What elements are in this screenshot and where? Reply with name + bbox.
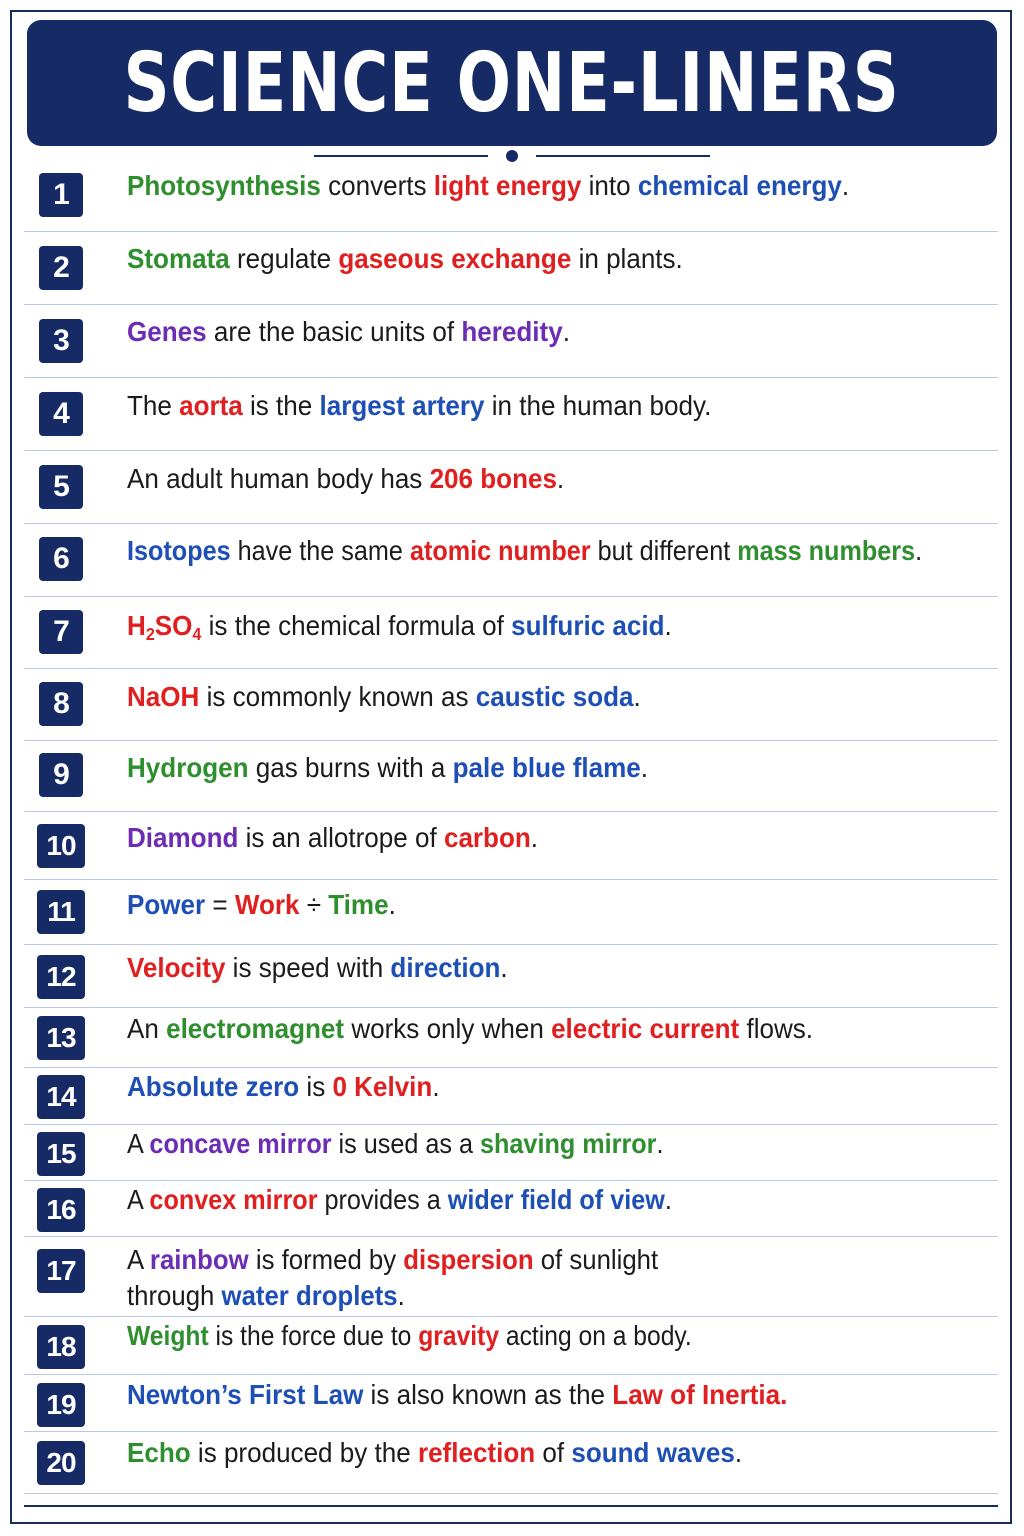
highlighted-term: reflection xyxy=(417,1437,536,1468)
item-text xyxy=(127,952,937,984)
highlighted-term: concave mirror xyxy=(149,1128,332,1159)
list-item xyxy=(24,1181,998,1237)
plain-text: . xyxy=(432,1071,440,1102)
item-number-badge: 1 xyxy=(39,173,83,217)
highlighted-term: Absolute zero xyxy=(127,1071,300,1102)
item-text xyxy=(127,1242,928,1314)
plain-text: . xyxy=(640,752,649,783)
list-item xyxy=(24,945,998,1008)
list-item xyxy=(24,597,998,669)
plain-text: is the xyxy=(242,390,320,421)
list-item xyxy=(24,232,998,305)
highlighted-term: gravity xyxy=(418,1320,500,1351)
list-item xyxy=(24,669,998,741)
item-text xyxy=(127,1071,937,1103)
item-number-badge: 2 xyxy=(39,246,83,290)
highlighted-term: Newton’s First Law xyxy=(127,1379,364,1410)
plain-text: . xyxy=(562,316,570,347)
item-text xyxy=(127,1320,893,1352)
list-item xyxy=(24,741,998,812)
item-number-badge: 18 xyxy=(37,1325,85,1369)
plain-text: is speed with xyxy=(225,952,391,983)
highlighted-term: Echo xyxy=(127,1437,191,1468)
highlighted-term: direction xyxy=(390,952,501,983)
item-number-badge: 5 xyxy=(39,465,83,509)
plain-text: in the human body. xyxy=(484,390,712,421)
item-number-badge: 17 xyxy=(37,1249,85,1293)
item-text xyxy=(127,1379,937,1411)
item-number-badge: 15 xyxy=(37,1132,85,1176)
highlighted-term: aorta xyxy=(179,390,243,421)
plain-text: . xyxy=(664,610,672,641)
plain-text: provides a xyxy=(317,1184,448,1215)
highlighted-term: light energy xyxy=(433,170,582,201)
plain-text: is formed by xyxy=(248,1244,404,1275)
list-item xyxy=(24,1237,998,1317)
item-number-badge: 16 xyxy=(37,1188,85,1232)
plain-text: ÷ xyxy=(299,889,329,920)
highlighted-term: Genes xyxy=(127,316,207,347)
highlighted-term: atomic number xyxy=(409,535,591,566)
item-text xyxy=(127,535,923,567)
item-text xyxy=(127,610,937,645)
list-item xyxy=(24,378,998,451)
plain-text: An xyxy=(127,1013,167,1044)
plain-text: is an allotrope of xyxy=(238,822,444,853)
plain-text: are the basic units of xyxy=(206,316,462,347)
plain-text: A xyxy=(127,1128,150,1159)
item-text xyxy=(127,752,937,784)
plain-text: . xyxy=(388,889,396,920)
highlighted-term: shaving mirror xyxy=(480,1128,657,1159)
highlighted-term: Isotopes xyxy=(127,535,231,566)
plain-text: works only when xyxy=(344,1013,552,1044)
item-text xyxy=(127,170,937,202)
plain-text: of xyxy=(535,1437,572,1468)
highlighted-term: H xyxy=(127,610,146,641)
highlighted-term: electromagnet xyxy=(166,1013,345,1044)
highlighted-term: sulfuric acid xyxy=(511,610,665,641)
item-number-badge: 10 xyxy=(37,824,85,868)
item-number-badge: 12 xyxy=(37,955,85,999)
item-number-badge: 8 xyxy=(39,682,83,726)
plain-text: is used as a xyxy=(331,1128,481,1159)
highlighted-term: SO xyxy=(154,610,193,641)
plain-text: into xyxy=(581,170,638,201)
plain-text: is commonly known as xyxy=(199,681,476,712)
list-item xyxy=(24,1317,998,1375)
highlighted-term: rainbow xyxy=(149,1244,249,1275)
item-text xyxy=(127,1128,911,1160)
highlighted-term: sound waves xyxy=(571,1437,735,1468)
plain-text: but different xyxy=(590,535,738,566)
highlighted-term: Weight xyxy=(127,1320,209,1351)
highlighted-term: Law of Inertia. xyxy=(612,1379,788,1410)
plain-text: . xyxy=(841,170,850,201)
highlighted-term: Hydrogen xyxy=(127,752,249,783)
item-number-badge: 6 xyxy=(39,537,83,581)
title-divider-right xyxy=(536,155,710,157)
plain-text: . xyxy=(664,1184,672,1215)
plain-text: is the chemical formula of xyxy=(201,610,512,641)
list-item xyxy=(24,162,998,232)
plain-text: in plants. xyxy=(571,243,683,274)
highlighted-term: heredity xyxy=(461,316,563,347)
plain-text: regulate xyxy=(229,243,339,274)
item-number-badge: 9 xyxy=(39,753,83,797)
item-number-badge: 7 xyxy=(39,610,83,654)
highlighted-term: caustic soda xyxy=(475,681,634,712)
plain-text: is the force due to xyxy=(208,1320,419,1351)
plain-text: is xyxy=(299,1071,333,1102)
highlighted-term: water droplets xyxy=(221,1280,398,1311)
highlighted-term: 2 xyxy=(145,624,155,645)
item-number-badge: 3 xyxy=(39,319,83,363)
highlighted-term: Velocity xyxy=(127,952,226,983)
highlighted-term: dispersion xyxy=(403,1244,534,1275)
plain-text: The xyxy=(127,390,180,421)
title-divider-left xyxy=(314,155,488,157)
item-text xyxy=(127,1013,937,1045)
item-text xyxy=(127,316,937,348)
bottom-rule xyxy=(24,1505,998,1507)
list-item xyxy=(24,812,998,880)
title-divider-dot xyxy=(506,150,518,162)
highlighted-term: 4 xyxy=(192,624,202,645)
highlighted-term: 0 Kelvin xyxy=(332,1071,433,1102)
list-item xyxy=(24,305,998,378)
plain-text: . xyxy=(397,1280,405,1311)
highlighted-term: Diamond xyxy=(127,822,239,853)
list-item xyxy=(24,1125,998,1181)
plain-text: is produced by the xyxy=(190,1437,418,1468)
title-banner xyxy=(27,20,997,146)
one-liner-list xyxy=(24,162,998,1494)
item-text xyxy=(127,463,937,495)
plain-text: A xyxy=(127,1184,150,1215)
highlighted-term: chemical energy xyxy=(637,170,842,201)
item-number-badge: 4 xyxy=(39,392,83,436)
highlighted-term: carbon xyxy=(443,822,531,853)
list-item xyxy=(24,1068,998,1125)
item-text xyxy=(127,1184,911,1216)
highlighted-term: convex mirror xyxy=(149,1184,318,1215)
page-title: SCIENCE ONE-LINERS xyxy=(123,35,901,131)
highlighted-term: Power xyxy=(127,889,206,920)
plain-text: gas burns with a xyxy=(248,752,453,783)
highlighted-term: pale blue flame xyxy=(452,752,641,783)
highlighted-term: gaseous exchange xyxy=(338,243,572,274)
plain-text: . xyxy=(500,952,508,983)
highlighted-term: electric current xyxy=(551,1013,740,1044)
item-number-badge: 13 xyxy=(37,1016,85,1060)
plain-text: is also known as the xyxy=(363,1379,613,1410)
list-item xyxy=(24,880,998,945)
list-item xyxy=(24,524,998,597)
item-text xyxy=(127,681,937,713)
plain-text: . xyxy=(556,463,565,494)
plain-text: An adult human body has xyxy=(127,463,430,494)
highlighted-term: Photosynthesis xyxy=(127,170,321,201)
highlighted-term: Time xyxy=(328,889,389,920)
list-item xyxy=(24,1008,998,1068)
highlighted-term: wider field of view xyxy=(447,1184,665,1215)
item-number-badge: 20 xyxy=(37,1441,85,1485)
item-text xyxy=(127,822,937,854)
item-text xyxy=(127,390,937,422)
plain-text: through xyxy=(127,1280,222,1311)
item-number-badge: 11 xyxy=(37,890,85,934)
plain-text: = xyxy=(205,889,235,920)
item-text xyxy=(127,1437,937,1469)
plain-text: . xyxy=(734,1437,743,1468)
plain-text: flows. xyxy=(739,1013,814,1044)
highlighted-term: mass numbers xyxy=(737,535,916,566)
item-text xyxy=(127,243,937,275)
list-item xyxy=(24,1375,998,1432)
highlighted-term: Work xyxy=(234,889,300,920)
plain-text: converts xyxy=(320,170,434,201)
plain-text: . xyxy=(633,681,641,712)
list-item xyxy=(24,1432,998,1494)
highlighted-term: NaOH xyxy=(127,681,200,712)
plain-text: of sunlight xyxy=(533,1244,659,1275)
item-number-badge: 14 xyxy=(37,1075,85,1119)
item-text xyxy=(127,889,937,921)
highlighted-term: Stomata xyxy=(127,243,230,274)
list-item xyxy=(24,451,998,524)
highlighted-term: 206 bones xyxy=(429,463,557,494)
highlighted-term: largest artery xyxy=(319,390,485,421)
plain-text: . xyxy=(656,1128,664,1159)
plain-text: A xyxy=(127,1244,150,1275)
plain-text: have the same xyxy=(230,535,410,566)
plain-text: acting on a body. xyxy=(499,1320,692,1351)
plain-text: . xyxy=(530,822,539,853)
plain-text: . xyxy=(915,535,923,566)
item-number-badge: 19 xyxy=(37,1383,85,1427)
